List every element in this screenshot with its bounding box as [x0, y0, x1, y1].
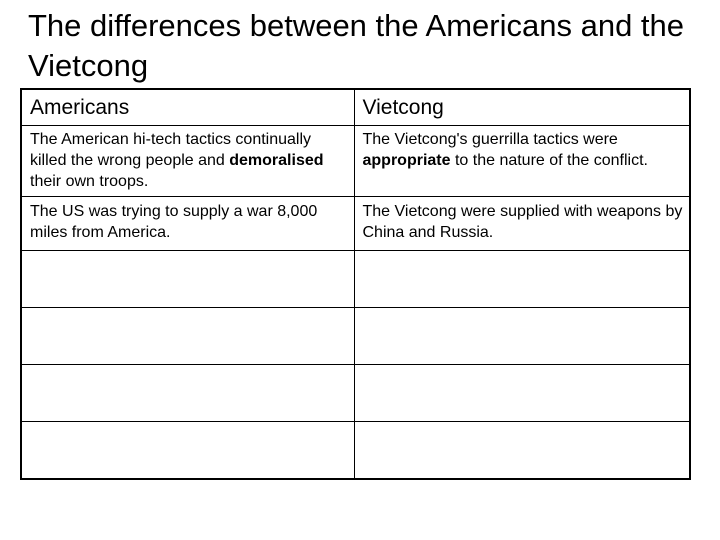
cell-vietcong-supply: The Vietcong were supplied with weapons by China and Russia. [354, 197, 690, 251]
cell-bold-text: demoralised [229, 152, 324, 169]
table-row [21, 197, 690, 251]
table-row-empty [21, 251, 690, 308]
empty-cell [354, 365, 690, 422]
cell-text: their own troops. [30, 173, 149, 190]
cell-text: The Vietcong's guerrilla tactics were [362, 131, 618, 148]
cell-bold-text: appropriate [362, 152, 451, 169]
empty-cell [354, 308, 690, 365]
cell-vietcong-tactics [354, 126, 690, 197]
header-americans: Americans [21, 89, 354, 126]
empty-cell [354, 422, 690, 480]
empty-cell [21, 251, 354, 308]
comparison-table [20, 88, 691, 480]
cell-americans-supply: The US was trying to supply a war 8,000 miles from America. [21, 197, 354, 251]
table-header-row [21, 89, 690, 126]
cell-text: to the nature of the conflict. [450, 152, 648, 169]
table-row-empty [21, 365, 690, 422]
empty-cell [21, 308, 354, 365]
slide-title: The differences between the Americans and the Vietcong [28, 8, 685, 83]
cell-americans-tactics [21, 126, 354, 197]
table-row-empty [21, 308, 690, 365]
header-vietcong: Vietcong [354, 89, 690, 126]
table-row-empty [21, 422, 690, 480]
empty-cell [21, 365, 354, 422]
empty-cell [21, 422, 354, 480]
table-row [21, 126, 690, 197]
cell-text: The American hi-tech tactics continually killed the wrong people and [30, 131, 312, 169]
empty-cell [354, 251, 690, 308]
